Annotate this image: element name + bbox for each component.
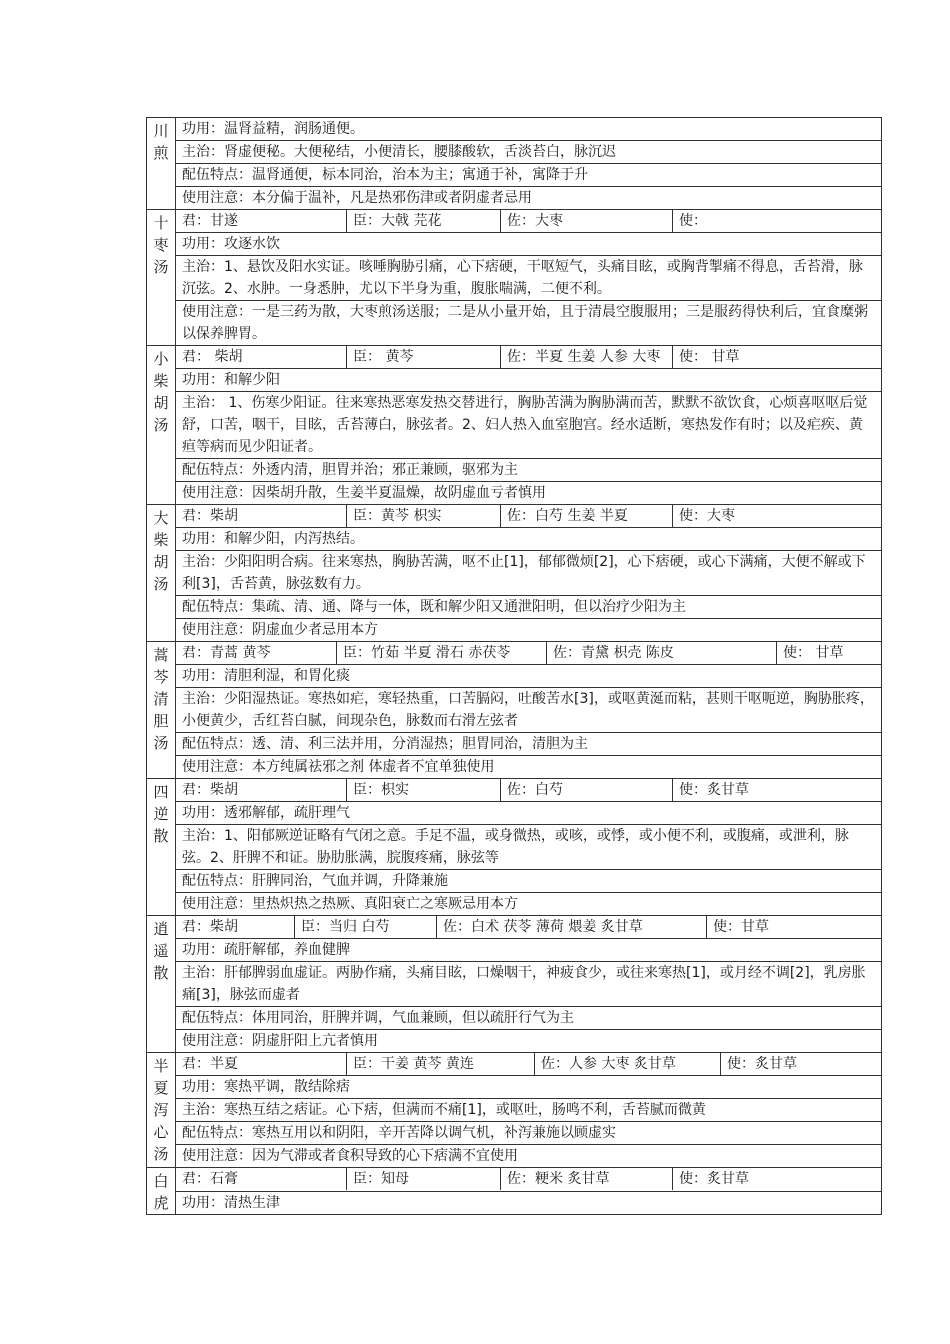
detail-row — [147, 619, 882, 642]
detail-cell: 主治：少阳阳明合病。往来寒热，胸胁苦满，呕不止[1]，郁郁微烦[2]，心下痞硬，或心下满痛，大便不解或下利[3]，舌苔黄，脉弦数有力。 — [176, 551, 882, 596]
roles-row — [147, 1053, 882, 1076]
role-envoy: 使：炙甘草 — [672, 1168, 881, 1190]
roles-group — [176, 1168, 881, 1190]
role-monarch: 君：半夏 — [182, 1056, 238, 1072]
roles-row — [147, 916, 882, 939]
roles-cell — [176, 642, 882, 665]
roles-cell — [176, 1053, 882, 1076]
detail-cell: 功用：攻逐水饮 — [176, 233, 882, 256]
detail-row — [147, 164, 882, 187]
detail-row — [147, 1099, 882, 1122]
detail-cell: 功用：和解少阳 — [176, 369, 882, 392]
detail-row — [147, 939, 882, 962]
role-minister: 臣：干姜 黄芩 黄连 — [346, 1053, 534, 1075]
role-minister: 臣：知母 — [346, 1168, 500, 1190]
detail-cell: 使用注意：阴虚血少者忌用本方 — [176, 619, 882, 642]
detail-row — [147, 369, 882, 392]
detail-row — [147, 482, 882, 505]
detail-cell: 主治：少阳湿热证。寒热如疟，寒轻热重，口苦膈闷，吐酸苦水[3]，或呕黄涎而粘，甚则干呕呃逆，胸胁胀疼，小便黄少，舌红苔白腻，间现杂色，脉数而右滑左弦者 — [176, 688, 882, 733]
detail-cell: 使用注意：因柴胡升散，生姜半夏温燥，故阴虚血亏者慎用 — [176, 482, 882, 505]
detail-row — [147, 118, 882, 141]
role-assistant: 佐：大枣 — [500, 210, 672, 232]
detail-row — [147, 187, 882, 210]
formula-name-text: 大柴胡汤 — [153, 509, 169, 593]
formula-name — [147, 505, 176, 642]
detail-cell: 配伍特点：集疏、清、通、降与一体，既和解少阳又通泄阳明，但以治疗少阳为主 — [176, 596, 882, 619]
roles-cell — [176, 346, 882, 369]
detail-cell: 主治：寒热互结之痞证。心下痞，但满而不痛[1]，或呕吐，肠鸣不利，舌苔腻而微黄 — [176, 1099, 882, 1122]
detail-row — [147, 528, 882, 551]
formula-name — [147, 1168, 176, 1215]
detail-cell: 功用：清胆利湿，和胃化痰 — [176, 665, 882, 688]
formula-name — [147, 916, 176, 1053]
detail-cell: 主治：1、悬饮及阳水实证。咳唾胸胁引痛，心下痞硬，干呕短气，头痛目眩，或胸背掣痛不得息，舌苔滑，脉沉弦。2、水肿。一身悉肿，尤以下半身为重，腹胀喘满，二便不利。 — [176, 256, 882, 301]
formula-name — [147, 118, 176, 210]
detail-cell: 功用：清热生津 — [176, 1191, 882, 1215]
detail-row — [147, 870, 882, 893]
detail-cell: 功用：透邪解郁，疏肝理气 — [176, 802, 882, 825]
formula-name — [147, 1053, 176, 1168]
role-minister: 臣：大戟 芫花 — [346, 210, 500, 232]
role-minister: 臣：黄芩 枳实 — [346, 505, 500, 527]
roles-cell — [176, 505, 882, 528]
detail-cell: 使用注意：本方纯属祛邪之剂 体虚者不宜单独使用 — [176, 756, 882, 779]
roles-group — [176, 210, 881, 232]
role-monarch: 君： 柴胡 — [182, 349, 243, 365]
formula-name-text: 十枣汤 — [153, 214, 169, 276]
roles-group — [176, 346, 881, 368]
detail-cell: 主治： 1、伤寒少阳证。往来寒热恶寒发热交替进行，胸胁苦满为胸胁满而苦，默默不欲饮食，心烦喜呕呕后觉舒，口苦，咽干，目眩，舌苔薄白，脉弦者。2、妇人热入血室胞宫。经水适断，寒热发作有时；以及疟疾、黄疸等病而见少阳证者。 — [176, 392, 882, 459]
detail-row — [147, 233, 882, 256]
detail-cell: 使用注意：因为气滞或者食积导致的心下痞满不宜使用 — [176, 1145, 882, 1168]
role-monarch: 君：柴胡 — [182, 919, 238, 935]
formula-name-text: 小柴胡汤 — [153, 350, 169, 434]
role-monarch: 君：柴胡 — [182, 782, 238, 798]
detail-cell: 主治：肾虚便秘。大便秘结，小便清长，腰膝酸软，舌淡苔白，脉沉迟 — [176, 141, 882, 164]
roles-group — [176, 505, 881, 527]
role-monarch: 君：青蒿 黄芩 — [182, 645, 271, 661]
roles-cell — [176, 1168, 882, 1192]
role-assistant: 佐：半夏 生姜 人参 大枣 — [500, 346, 672, 368]
formula-name-text: 蒿芩清胆汤 — [153, 646, 169, 752]
roles-row — [147, 642, 882, 665]
role-envoy: 使：大枣 — [672, 505, 881, 527]
detail-cell: 使用注意：里热炽热之热厥、真阳衰亡之寒厥忌用本方 — [176, 893, 882, 916]
role-assistant: 佐：人参 大枣 炙甘草 — [534, 1053, 720, 1075]
detail-cell: 功用：温肾益精，润肠通便。 — [176, 118, 882, 141]
detail-row — [147, 459, 882, 482]
role-envoy: 使： 甘草 — [776, 642, 881, 664]
detail-row — [147, 392, 882, 459]
role-minister: 臣：枳实 — [346, 779, 500, 801]
detail-cell: 配伍特点：体用同治，肝脾并调，气血兼顾，但以疏肝行气为主 — [176, 1007, 882, 1030]
detail-row — [147, 141, 882, 164]
roles-row — [147, 346, 882, 369]
detail-row — [147, 1122, 882, 1145]
roles-group — [176, 779, 881, 801]
formula-name — [147, 779, 176, 916]
detail-cell: 使用注意：本分偏于温补，凡是热邪伤津或者阴虚者忌用 — [176, 187, 882, 210]
detail-row — [147, 893, 882, 916]
detail-cell: 功用：寒热平调，散结除痞 — [176, 1076, 882, 1099]
role-monarch: 君：甘遂 — [182, 213, 238, 229]
roles-cell — [176, 779, 882, 802]
role-assistant: 佐：白芍 生姜 半夏 — [500, 505, 672, 527]
role-envoy: 使：甘草 — [706, 916, 881, 938]
detail-cell: 配伍特点：透、清、利三法并用，分消湿热；胆胃同治，清胆为主 — [176, 733, 882, 756]
role-envoy: 使： 甘草 — [672, 346, 881, 368]
formula-table-body — [147, 118, 882, 1215]
detail-row — [147, 665, 882, 688]
detail-cell: 主治：肝郁脾弱血虚证。两胁作痛，头痛目眩，口燥咽干，神疲食少，或往来寒热[1]，或月经不调[2]，乳房胀痛[3]，脉弦而虚者 — [176, 962, 882, 1007]
role-assistant: 佐：青黛 枳壳 陈皮 — [546, 642, 776, 664]
formula-name — [147, 642, 176, 779]
formula-name — [147, 210, 176, 346]
roles-cell — [176, 210, 882, 233]
detail-row — [147, 825, 882, 870]
role-minister: 臣：竹茹 半夏 滑石 赤茯苓 — [336, 642, 546, 664]
detail-row — [147, 962, 882, 1007]
roles-group — [176, 642, 881, 664]
detail-row — [147, 1191, 882, 1215]
detail-row — [147, 596, 882, 619]
roles-cell — [176, 916, 882, 939]
formula-name-text: 半夏泻心汤 — [153, 1057, 169, 1163]
formula-name-text: 白虎 — [153, 1172, 169, 1212]
detail-row — [147, 688, 882, 733]
detail-row — [147, 756, 882, 779]
detail-row — [147, 1076, 882, 1099]
role-assistant: 佐：白芍 — [500, 779, 672, 801]
detail-row — [147, 802, 882, 825]
roles-group — [176, 1053, 881, 1075]
role-assistant: 佐：白术 茯苓 薄荷 煨姜 炙甘草 — [436, 916, 706, 938]
role-envoy: 使：炙甘草 — [672, 779, 881, 801]
detail-row — [147, 256, 882, 301]
role-envoy: 使：炙甘草 — [720, 1053, 881, 1075]
detail-cell: 使用注意：阴虚肝阳上亢者慎用 — [176, 1030, 882, 1053]
detail-row — [147, 1145, 882, 1168]
role-monarch: 君：石膏 — [182, 1171, 238, 1187]
roles-row — [147, 779, 882, 802]
detail-row — [147, 301, 882, 346]
formula-name — [147, 346, 176, 505]
detail-cell: 功用：和解少阳，内泻热结。 — [176, 528, 882, 551]
detail-row — [147, 733, 882, 756]
detail-cell: 配伍特点：温肾通便，标本同治，治本为主；寓通于补，寓降于升 — [176, 164, 882, 187]
detail-cell: 配伍特点：寒热互用以和阴阳，辛开苦降以调气机，补泻兼施以顾虚实 — [176, 1122, 882, 1145]
formula-name-text: 四逆散 — [153, 783, 169, 845]
detail-cell: 使用注意：一是三药为散，大枣煎汤送服；二是从小量开始，且于清晨空腹服用；三是服药得快利后，宜食糜粥以保养脾胃。 — [176, 301, 882, 346]
formula-name-text: 逍遥散 — [153, 920, 169, 982]
detail-row — [147, 1007, 882, 1030]
detail-cell: 主治：1、阳郁厥逆证略有气闭之意。手足不温，或身微热，或咳，或悸，或小便不利，或腹痛，或泄利，脉弦。2、肝脾不和证。胁肋胀满，脘腹疼痛，脉弦等 — [176, 825, 882, 870]
role-minister: 臣： 黄芩 — [346, 346, 500, 368]
detail-cell: 配伍特点：肝脾同治，气血并调，升降兼施 — [176, 870, 882, 893]
detail-row — [147, 1030, 882, 1053]
roles-row — [147, 210, 882, 233]
role-minister: 臣：当归 白芍 — [294, 916, 436, 938]
role-assistant: 佐：粳米 炙甘草 — [500, 1168, 672, 1190]
formula-name-text: 川煎 — [153, 122, 169, 162]
roles-group — [176, 916, 881, 938]
role-envoy: 使： — [672, 210, 881, 232]
detail-row — [147, 551, 882, 596]
roles-row — [147, 1168, 882, 1192]
detail-cell: 配伍特点：外透内清，胆胃并治；邪正兼顾，驱邪为主 — [176, 459, 882, 482]
formula-table — [146, 117, 882, 1215]
roles-row — [147, 505, 882, 528]
role-monarch: 君：柴胡 — [182, 508, 238, 524]
detail-cell: 功用：疏肝解郁，养血健脾 — [176, 939, 882, 962]
